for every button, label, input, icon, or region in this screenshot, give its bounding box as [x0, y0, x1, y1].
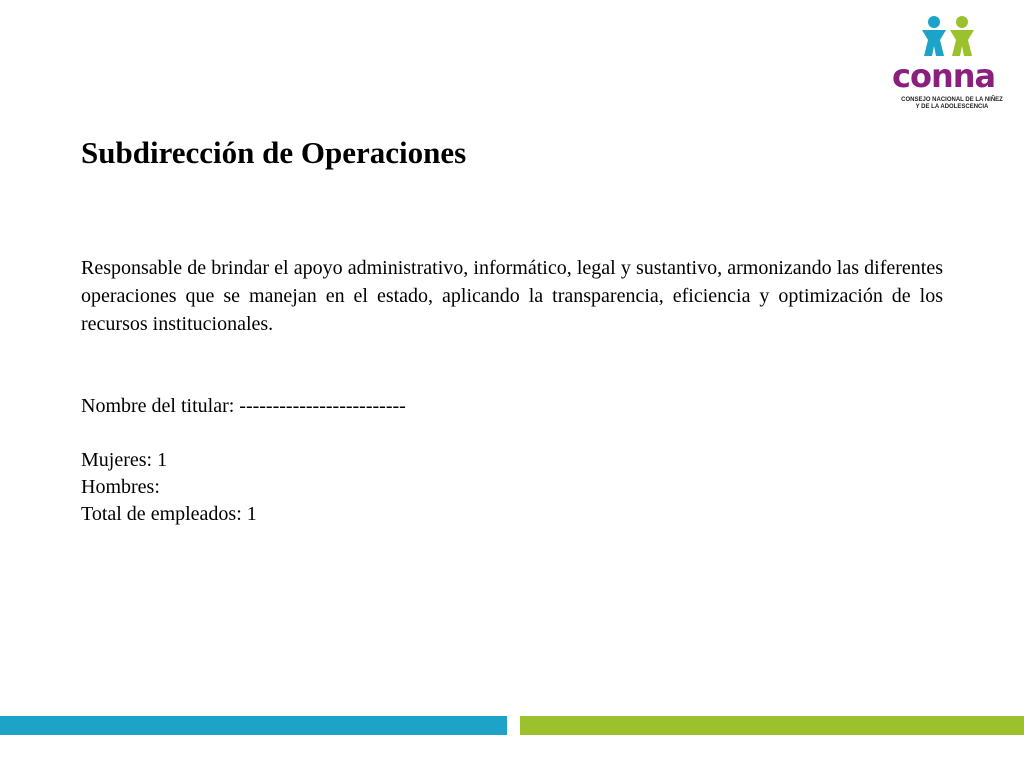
page-title: Subdirección de Operaciones	[81, 135, 467, 170]
mujeres-line: Mujeres: 1	[81, 449, 168, 471]
children-figures-icon	[888, 14, 1012, 62]
logo-wordmark: conna	[892, 57, 996, 95]
conna-logo	[888, 14, 1012, 114]
logo-subtitle-line1: CONSEJO NACIONAL DE LA NIÑEZ	[901, 97, 1003, 103]
logo-subtitle-line2: Y DE LA ADOLESCENCIA	[915, 104, 989, 110]
description-paragraph: Responsable de brindar el apoyo administrativo, informático, legal y sustantivo, armonizando las diferentes operaciones que se manejan en el estado, aplicando la transparencia, eficiencia y optimización de los recursos institucionales.	[81, 257, 943, 335]
footer-bar-green	[520, 716, 1024, 735]
hombres-line: Hombres:	[81, 476, 160, 498]
staff-info	[81, 393, 406, 528]
footer-bar-blue	[0, 716, 507, 735]
logo-subtitle	[896, 97, 1008, 111]
total-line: Total de empleados: 1	[81, 503, 257, 525]
titular-line: Nombre del titular: -------------------------	[81, 395, 406, 417]
